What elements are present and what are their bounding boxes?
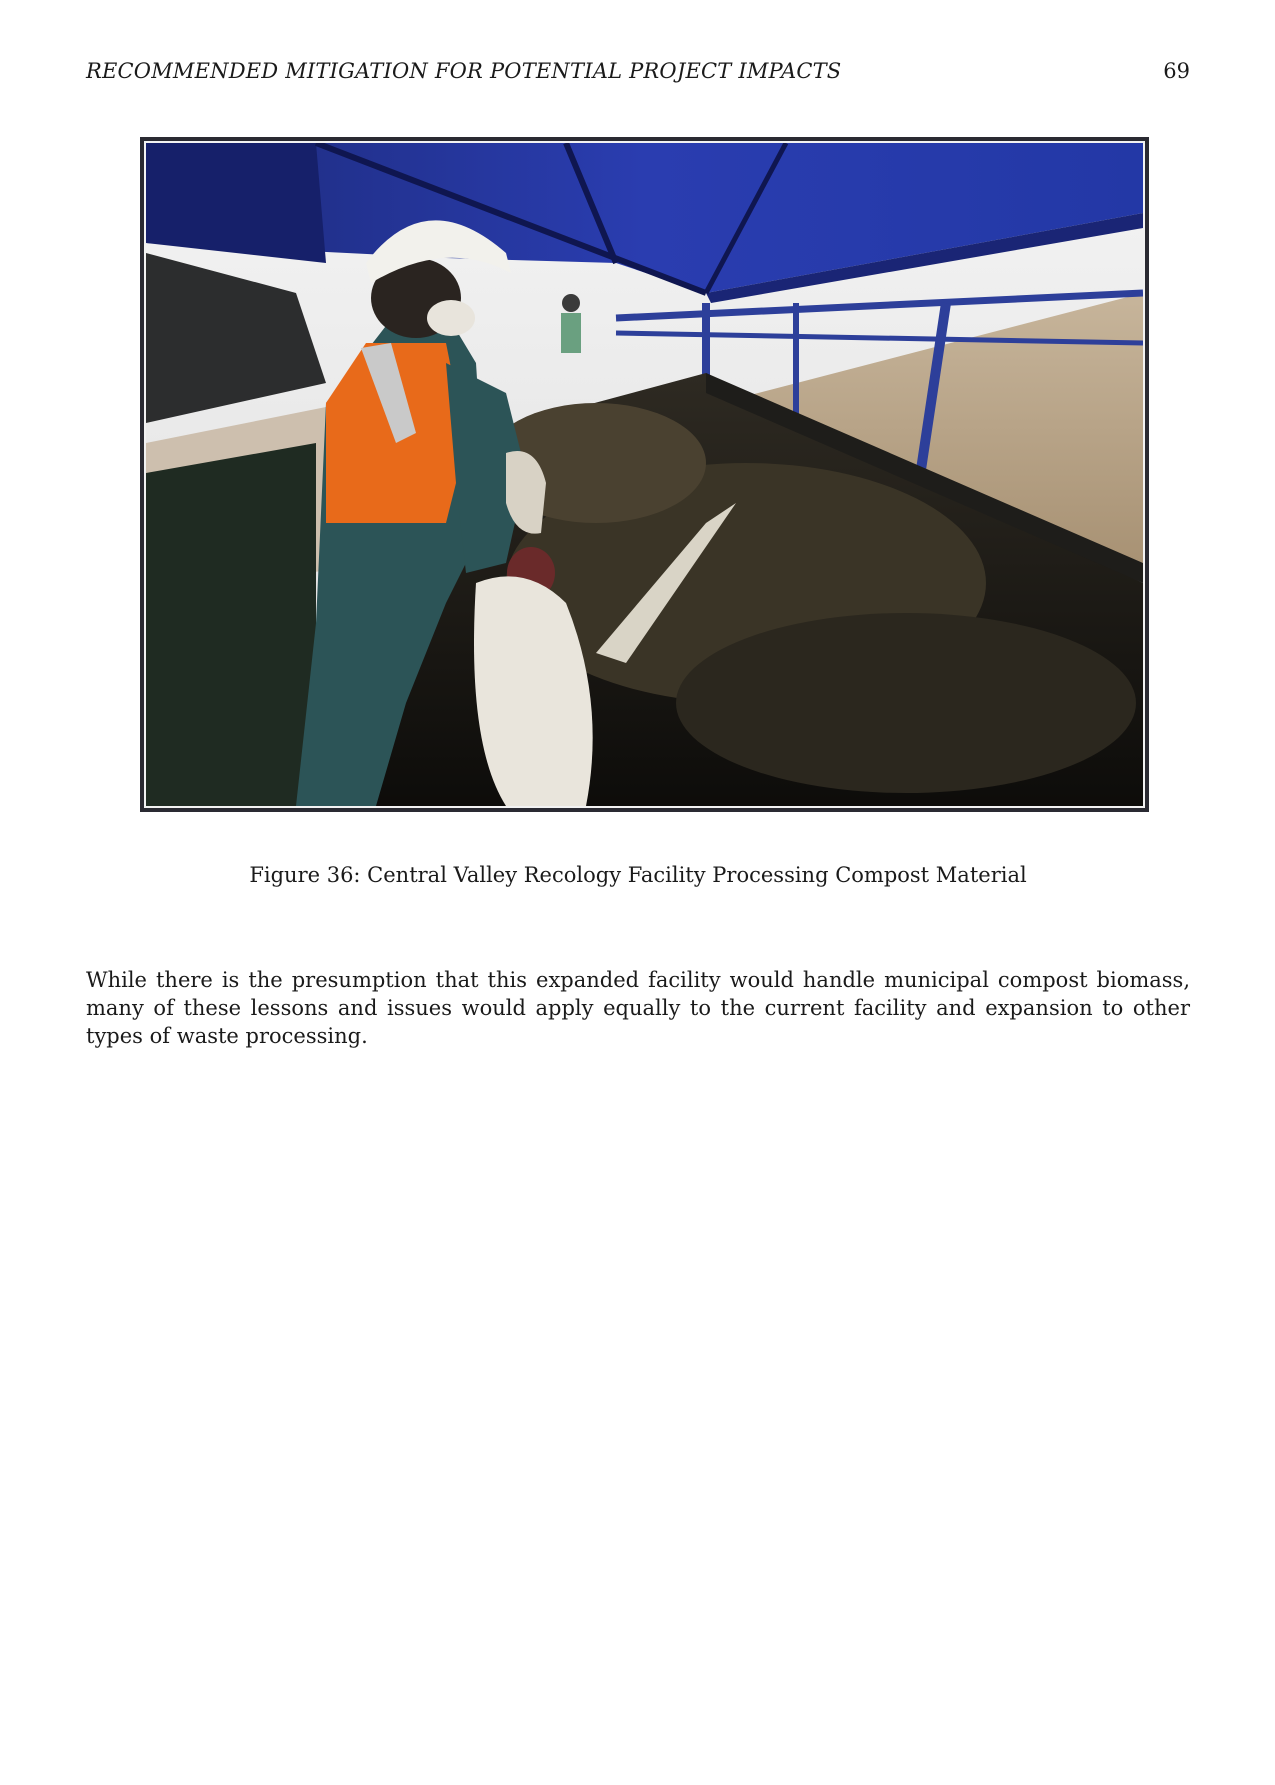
header-title: RECOMMENDED MITIGATION FOR POTENTIAL PROJECT IMPACTS bbox=[86, 59, 842, 83]
figure-photo-frame bbox=[140, 137, 1149, 812]
page-number: 69 bbox=[1163, 59, 1190, 83]
compost-sorting-photo bbox=[144, 141, 1145, 808]
running-header bbox=[86, 56, 1190, 86]
photo-illustration bbox=[146, 143, 1143, 806]
figure-caption: Figure 36: Central Valley Recology Facility Processing Compost Material bbox=[249, 863, 1027, 887]
body-paragraph: While there is the presumption that this expanded facility would handle municipal compost biomass, many of these lessons and issues would apply equally to the current facility and expansion to other types of waste processing. bbox=[86, 968, 1190, 1048]
